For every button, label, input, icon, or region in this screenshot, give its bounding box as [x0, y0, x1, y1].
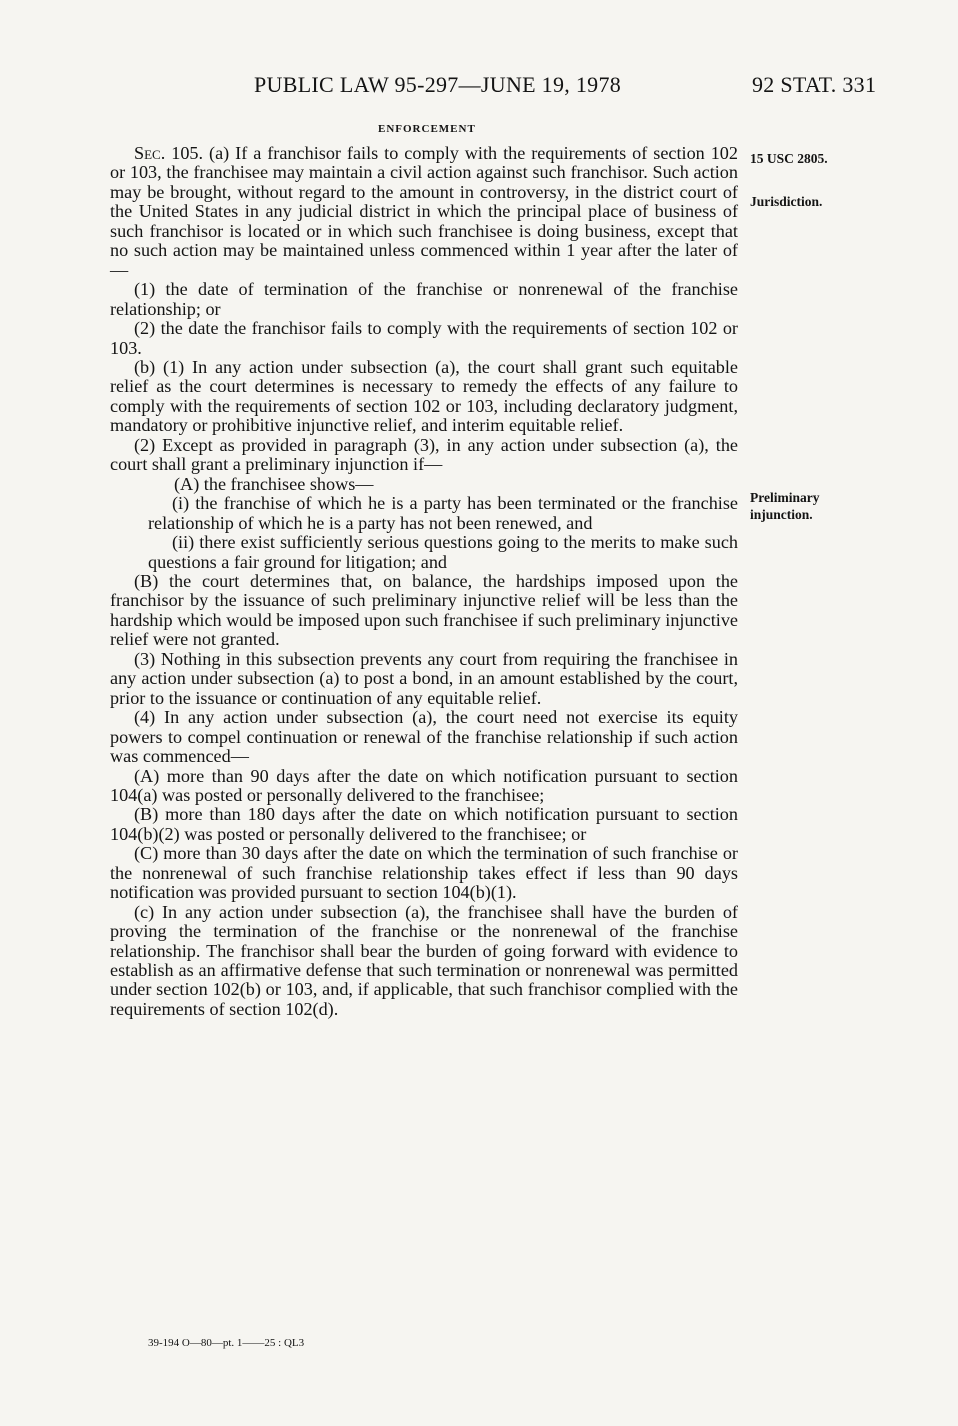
margin-note-jurisdiction: Jurisdiction.: [750, 194, 823, 209]
paragraph-b-2-A: (A) the franchisee shows—: [174, 473, 374, 494]
paragraph-text: (1) the date of termination of the franchise or nonrenewal of the franchise relationship; or: [110, 279, 738, 319]
paragraph-c: (c) In any action under subsection (a), the franchisee shall have the burden of proving the termination of the franchise or the nonrenewal of the franchise relationship. The franchisor shall bear the burden of going forward with evidence to establish as an affirmative defense that such termination or nonrenewal was permitted under section 102(b) or 103, and, if applicable, that such franchisor complied with the requirements of section 102(d).: [110, 901, 738, 1019]
paragraph-a-2: [70, 319, 738, 358]
paragraph-b-4-B: [70, 805, 738, 844]
page-footer-print-code: 39-194 O—80—pt. 1——25 : QL3: [148, 1337, 305, 1349]
paragraph-b-4-C: [70, 844, 738, 902]
paragraph-text: (A) more than 90 days after the date on which notification pursuant to section 104(a) was posted or personally delivered to the franchisee;: [110, 765, 738, 805]
paragraph-b-4: (4) In any action under subsection (a), the court need not exercise its equity powers to compel continuation or renewal of the franchise relationship if such action was commenced—: [110, 707, 738, 767]
margin-note-line: injunction.: [750, 507, 813, 522]
paragraph-b-3: (3) Nothing in this subsection prevents any court from requiring the franchisee in any action under subsection (a) to post a bond, in an amount established by the court, prior to the issuance or continuation of any equitable relief.: [110, 648, 738, 708]
paragraph-text: (a) If a franchisor fails to comply with the requirements of section 102 or 103, the franchisee may maintain a civil action against such franchisor. Such action may be brought, without regard to the amount in controversy, in the district court of the United States in any judicial district in which the principal place of business of such franchisor is located or in which such franchisee is doing business, except that no such action may be maintained unless commenced within 1 year after the later of—: [110, 143, 738, 280]
paragraph-text: (B) more than 180 days after the date on which notification pursuant to section 104(b)(2) was posted or personally delivered to the franchisee; or: [110, 804, 738, 844]
paragraph-text: (2) the date the franchisor fails to comply with the requirements of section 102 or 103.: [110, 318, 738, 358]
paragraph-text: (i) the franchise of which he is a party has been terminated or the franchise relationship of which he is a party has not been renewed, and: [148, 493, 738, 533]
margin-note-usc: 15 USC 2805.: [750, 151, 828, 166]
paragraph-a-1: [70, 280, 738, 319]
paragraph-b-1: (b) (1) In any action under subsection (a), the court shall grant such equitable relief as the court determines is necessary to remedy the effects of any failure to comply with the requirements of section 102 or 103, including declaratory judgment, mandatory or prohibitive injunctive relief, and interim equitable relief.: [110, 356, 738, 436]
section-body: [110, 144, 738, 1019]
paragraph-text: (ii) there exist sufficiently serious questions going to the merits to make such questions a fair ground for litigation; and: [148, 532, 738, 572]
margin-note-line: Preliminary: [750, 490, 820, 505]
paragraph-b-2-A-i: [70, 494, 738, 533]
paragraph-b-2: (2) Except as provided in paragraph (3), in any action under subsection (a), the court shall grant a preliminary injunction if—: [110, 434, 738, 475]
margin-note-preliminary-injunction: [750, 489, 819, 523]
page-header-title: PUBLIC LAW 95-297—JUNE 19, 1978: [254, 72, 622, 97]
paragraph-text: (C) more than 30 days after the date on which the termination of such franchise or the nonrenewal of such franchise relationship takes effect if less than 90 days notification was provided pursuant to section 104(b)(1).: [110, 843, 738, 903]
page-header-statute: 92 STAT. 331: [752, 72, 877, 97]
paragraph-text: (B) the court determines that, on balance, the hardships imposed upon the franchisor by the issuance of such preliminary injunctive relief will be less than the hardship which would be imposed upon such franchisee if such preliminary injunctive relief were not granted.: [110, 570, 738, 650]
section-label: Sec. 105.: [134, 143, 204, 163]
paragraph-b-2-A-ii: [70, 533, 738, 572]
paragraph-b-2-B: [70, 572, 738, 650]
paragraph-b-4-A: [70, 767, 738, 806]
paragraph-a: [110, 144, 738, 280]
section-heading: ENFORCEMENT: [378, 123, 476, 135]
